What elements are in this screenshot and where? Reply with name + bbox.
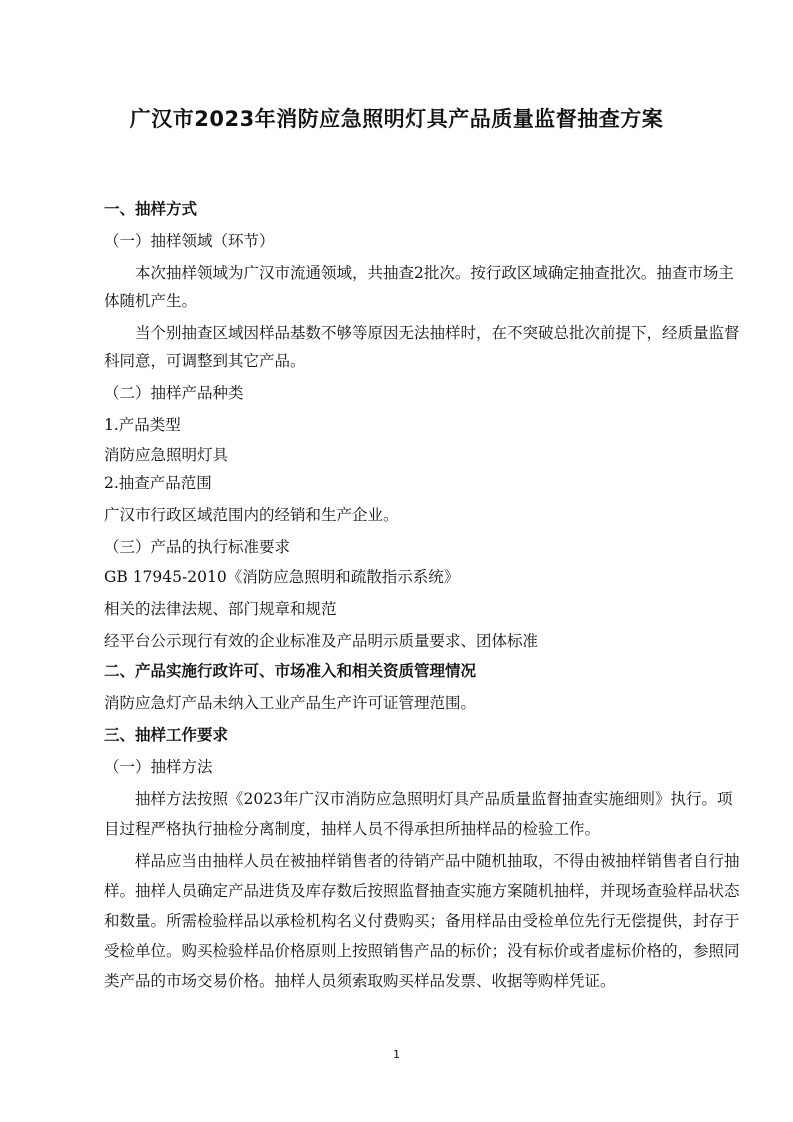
paragraph-line: 样。抽样人员确定产品进货及库存数后按照监督抽查实施方案随机抽样，并现场查验样品状态: [104, 882, 740, 900]
subsection-heading: （二）抽样产品种类: [104, 384, 244, 402]
paragraph-line: 2.抽查产品范围: [104, 474, 212, 492]
paragraph-line: 抽样方法按照《2023年广汉市消防应急照明灯具产品质量监督抽查实施细则》执行。项: [135, 790, 733, 808]
section-heading: 一、抽样方式: [104, 200, 198, 218]
paragraph-line: 广汉市行政区域范围内的经销和生产企业。: [104, 506, 399, 524]
paragraph-line: 相关的法律法规、部门规章和规范: [104, 600, 337, 618]
paragraph-line: 消防应急照明灯具: [104, 446, 229, 464]
document-title: 广汉市2023年消防应急照明灯具产品质量监督抽查方案: [129, 107, 664, 131]
paragraph-line: 体随机产生。: [104, 292, 198, 310]
subsection-heading: （三）产品的执行标准要求: [104, 538, 291, 556]
paragraph-line: 类产品的市场交易价格。抽样人员须索取购买样品发票、收据等购样凭证。: [104, 972, 616, 990]
paragraph-line: 受检单位。购买检验样品价格原则上按照销售产品的标价；没有标价或者虚标价格的，参照同: [104, 942, 740, 960]
subsection-heading: （一）抽样方法: [104, 758, 213, 776]
paragraph-line: 目过程严格执行抽检分离制度，抽样人员不得承担所抽样品的检验工作。: [104, 820, 601, 838]
paragraph-line: 本次抽样领域为广汉市流通领域，共抽查2批次。按行政区域确定抽查批次。抽查市场主: [135, 264, 734, 282]
paragraph-line: 当个别抽查区域因样品基数不够等原因无法抽样时，在不突破总批次前提下，经质量监督: [135, 324, 740, 342]
subsection-heading: （一）抽样领域（环节）: [104, 232, 275, 250]
paragraph-line: 和数量。所需检验样品以承检机构名义付费购买；备用样品由受检单位先行无偿提供，封存于: [104, 912, 740, 930]
paragraph-line: 科同意，可调整到其它产品。: [104, 352, 306, 370]
paragraph-line: 样品应当由抽样人员在被抽样销售者的待销产品中随机抽取，不得由被抽样销售者自行抽: [135, 852, 740, 870]
section-heading: 二、产品实施行政许可、市场准入和相关资质管理情况: [104, 662, 477, 680]
paragraph-line: 1.产品类型: [104, 416, 181, 434]
section-heading: 三、抽样工作要求: [104, 726, 229, 744]
paragraph-line: GB 17945-2010《消防应急照明和疏散指示系统》: [104, 568, 460, 586]
paragraph-line: 消防应急灯产品未纳入工业产品生产许可证管理范围。: [104, 694, 477, 712]
page-number: 1: [393, 1048, 400, 1061]
paragraph-line: 经平台公示现行有效的企业标准及产品明示质量要求、团体标准: [104, 632, 539, 650]
